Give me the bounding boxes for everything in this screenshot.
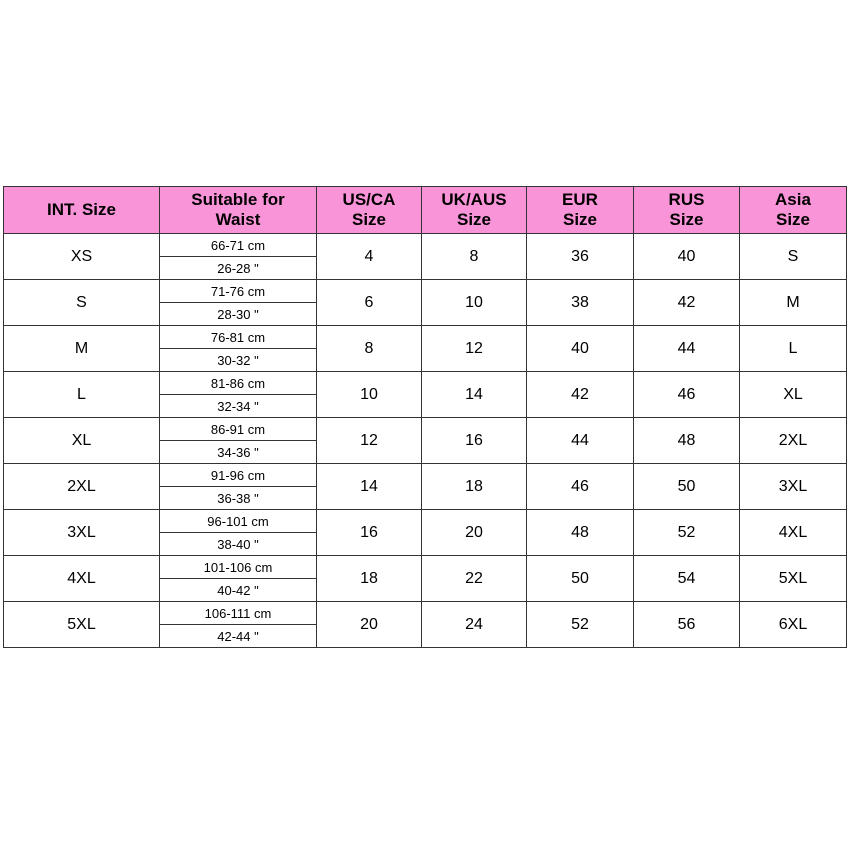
asia-size-cell: XL bbox=[740, 372, 847, 418]
asia-size-cell: 3XL bbox=[740, 464, 847, 510]
header-label-line: Size bbox=[351, 210, 387, 229]
waist-cm-cell: 91-96 cm bbox=[160, 464, 317, 487]
header-label-line: Size bbox=[456, 210, 492, 229]
asia-size-cell: 4XL bbox=[740, 510, 847, 556]
us-ca-size-cell: 6 bbox=[317, 280, 422, 326]
us-ca-size-cell: 20 bbox=[317, 602, 422, 648]
header-label-line: Suitable for bbox=[191, 190, 285, 209]
size-chart-table bbox=[3, 186, 847, 648]
table-row bbox=[4, 464, 847, 487]
table-row bbox=[4, 280, 847, 303]
waist-inch-cell: 38-40 " bbox=[160, 533, 317, 556]
us-ca-size-cell: 8 bbox=[317, 326, 422, 372]
uk-aus-size-cell: 14 bbox=[422, 372, 527, 418]
header-label-line: US/CA bbox=[342, 190, 396, 209]
int-size-cell: 4XL bbox=[4, 556, 160, 602]
waist-inch-cell: 26-28 " bbox=[160, 257, 317, 280]
header-label-line: RUS bbox=[668, 190, 705, 209]
header-label-line: Waist bbox=[215, 210, 261, 229]
us-ca-size-cell: 4 bbox=[317, 234, 422, 280]
us-ca-size-cell: 10 bbox=[317, 372, 422, 418]
int-size-cell: S bbox=[4, 280, 160, 326]
waist-inch-cell: 34-36 " bbox=[160, 441, 317, 464]
header-label-line: Size bbox=[775, 210, 811, 229]
eur-size-cell: 44 bbox=[527, 418, 634, 464]
us-ca-size-cell: 14 bbox=[317, 464, 422, 510]
uk-aus-size-cell: 20 bbox=[422, 510, 527, 556]
header-label-line: UK/AUS bbox=[441, 190, 507, 209]
uk-aus-size-cell: 8 bbox=[422, 234, 527, 280]
header-label-line: INT. Size bbox=[47, 200, 116, 219]
int-size-cell: XS bbox=[4, 234, 160, 280]
header-row bbox=[4, 187, 847, 234]
header-waist bbox=[160, 187, 317, 234]
rus-size-cell: 46 bbox=[634, 372, 740, 418]
header-label-line: Size bbox=[669, 210, 704, 229]
table-body bbox=[4, 234, 847, 648]
header-us-ca-size bbox=[317, 187, 422, 234]
asia-size-cell: S bbox=[740, 234, 847, 280]
header-label-line: Size bbox=[562, 210, 598, 229]
asia-size-cell: 6XL bbox=[740, 602, 847, 648]
eur-size-cell: 50 bbox=[527, 556, 634, 602]
rus-size-cell: 44 bbox=[634, 326, 740, 372]
waist-cm-cell: 96-101 cm bbox=[160, 510, 317, 533]
eur-size-cell: 36 bbox=[527, 234, 634, 280]
rus-size-cell: 50 bbox=[634, 464, 740, 510]
waist-cm-cell: 101-106 cm bbox=[160, 556, 317, 579]
rus-size-cell: 40 bbox=[634, 234, 740, 280]
eur-size-cell: 38 bbox=[527, 280, 634, 326]
asia-size-cell: 5XL bbox=[740, 556, 847, 602]
int-size-cell: L bbox=[4, 372, 160, 418]
us-ca-size-cell: 16 bbox=[317, 510, 422, 556]
waist-cm-cell: 76-81 cm bbox=[160, 326, 317, 349]
uk-aus-size-cell: 12 bbox=[422, 326, 527, 372]
header-label-line: EUR bbox=[562, 190, 598, 209]
waist-cm-cell: 71-76 cm bbox=[160, 280, 317, 303]
waist-cm-cell: 66-71 cm bbox=[160, 234, 317, 257]
header-label-line: Asia bbox=[775, 190, 811, 209]
header-uk-aus-size bbox=[422, 187, 527, 234]
waist-inch-cell: 30-32 " bbox=[160, 349, 317, 372]
table-row bbox=[4, 602, 847, 625]
waist-inch-cell: 42-44 " bbox=[160, 625, 317, 648]
eur-size-cell: 46 bbox=[527, 464, 634, 510]
table-row bbox=[4, 234, 847, 257]
asia-size-cell: L bbox=[740, 326, 847, 372]
table-row bbox=[4, 372, 847, 395]
asia-size-cell: M bbox=[740, 280, 847, 326]
int-size-cell: M bbox=[4, 326, 160, 372]
table-row bbox=[4, 556, 847, 579]
us-ca-size-cell: 18 bbox=[317, 556, 422, 602]
rus-size-cell: 52 bbox=[634, 510, 740, 556]
waist-inch-cell: 28-30 " bbox=[160, 303, 317, 326]
rus-size-cell: 54 bbox=[634, 556, 740, 602]
waist-cm-cell: 81-86 cm bbox=[160, 372, 317, 395]
uk-aus-size-cell: 18 bbox=[422, 464, 527, 510]
table-row bbox=[4, 326, 847, 349]
rus-size-cell: 42 bbox=[634, 280, 740, 326]
uk-aus-size-cell: 10 bbox=[422, 280, 527, 326]
int-size-cell: 3XL bbox=[4, 510, 160, 556]
us-ca-size-cell: 12 bbox=[317, 418, 422, 464]
rus-size-cell: 56 bbox=[634, 602, 740, 648]
uk-aus-size-cell: 22 bbox=[422, 556, 527, 602]
int-size-cell: 5XL bbox=[4, 602, 160, 648]
header-rus-size bbox=[634, 187, 740, 234]
header-int-size bbox=[4, 187, 160, 234]
waist-cm-cell: 86-91 cm bbox=[160, 418, 317, 441]
eur-size-cell: 40 bbox=[527, 326, 634, 372]
int-size-cell: XL bbox=[4, 418, 160, 464]
waist-inch-cell: 40-42 " bbox=[160, 579, 317, 602]
waist-inch-cell: 32-34 " bbox=[160, 395, 317, 418]
eur-size-cell: 48 bbox=[527, 510, 634, 556]
eur-size-cell: 42 bbox=[527, 372, 634, 418]
waist-inch-cell: 36-38 " bbox=[160, 487, 317, 510]
table-row bbox=[4, 418, 847, 441]
rus-size-cell: 48 bbox=[634, 418, 740, 464]
uk-aus-size-cell: 16 bbox=[422, 418, 527, 464]
eur-size-cell: 52 bbox=[527, 602, 634, 648]
uk-aus-size-cell: 24 bbox=[422, 602, 527, 648]
waist-cm-cell: 106-111 cm bbox=[160, 602, 317, 625]
header-asia-size bbox=[740, 187, 847, 234]
header-eur-size bbox=[527, 187, 634, 234]
int-size-cell: 2XL bbox=[4, 464, 160, 510]
table-row bbox=[4, 510, 847, 533]
asia-size-cell: 2XL bbox=[740, 418, 847, 464]
